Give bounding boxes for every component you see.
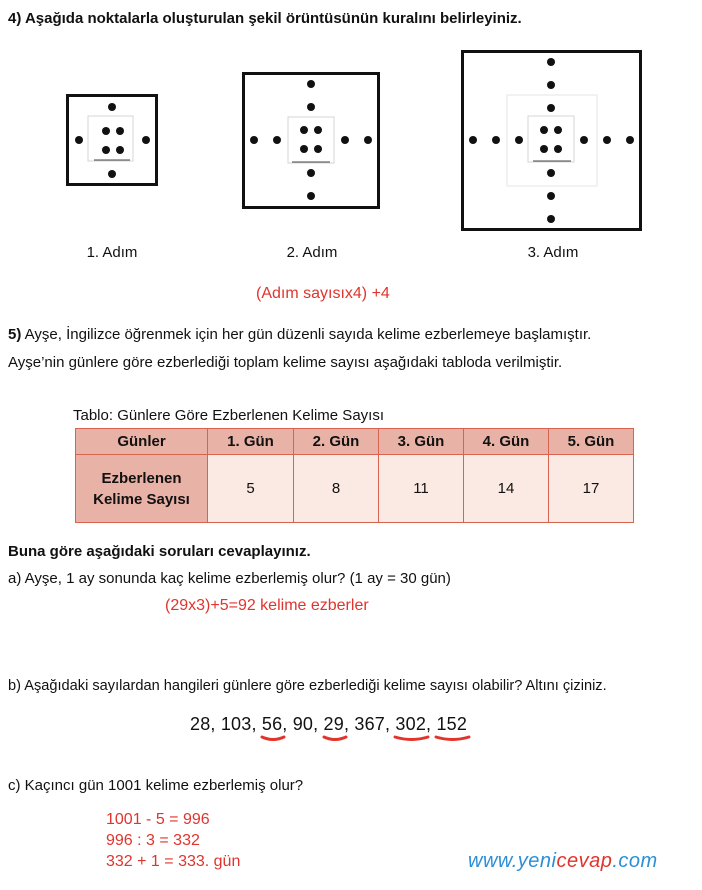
q5-intro-line-2: Ayşe’nin günlere göre ezberlediği toplam kelime sayısı aşağıdaki tabloda verilmiştir. — [8, 354, 563, 371]
table-value-day-4: 14 — [464, 455, 549, 523]
number-item: 302 — [395, 714, 426, 735]
table-header-day-4: 4. Gün — [464, 429, 549, 455]
table-header-day-2: 2. Gün — [294, 429, 379, 455]
underline-mark — [260, 735, 286, 743]
q4-answer: (Adım sayısıx4) +4 — [256, 285, 390, 302]
underline-mark — [434, 735, 471, 743]
underline-mark — [393, 735, 430, 743]
q5b-number-list — [190, 714, 467, 735]
number-separator: , — [385, 714, 396, 734]
q5c-answer-line-3: 332 + 1 = 333. gün — [106, 853, 241, 870]
watermark-part-1: www.yeni — [468, 850, 557, 872]
table-header-label: Günler — [76, 429, 208, 455]
number-item: 152 — [436, 714, 467, 735]
pattern-step-3-figure — [461, 50, 642, 231]
number-item: 90 — [292, 714, 314, 734]
table-value-row — [76, 455, 634, 523]
number-item: 28 — [190, 714, 211, 734]
word-count-table — [75, 428, 634, 523]
watermark-logo[interactable] — [468, 850, 658, 873]
number-separator: , — [251, 714, 262, 734]
q5-intro-line-1: 5) Ayşe, İngilizce öğrenmek için her gün düzenli sayıda kelime ezberlemeye başlamıştır. — [8, 326, 592, 343]
q5c-answer — [106, 809, 240, 872]
q5c-question: c) Kaçıncı gün 1001 kelime ezberlemiş olur? — [8, 777, 304, 794]
q4-heading: 4) Aşağıda noktalarla oluşturulan şekil örüntüsünün kuralını belirleyiniz. — [8, 10, 522, 27]
q5c-answer-line-1: 1001 - 5 = 996 — [106, 811, 210, 828]
table-value-day-2: 8 — [294, 455, 379, 523]
q5b-question: b) Aşağıdaki sayılardan hangileri günlere göre ezberlediği kelime sayısı olabilir? Altını çiziniz. — [8, 678, 607, 694]
q5a-question: a) Ayşe, 1 ay sonunda kaç kelime ezberlemiş olur? (1 ay = 30 gün) — [8, 570, 451, 587]
number-separator: , — [313, 714, 324, 734]
number-separator: , — [210, 714, 221, 734]
q5a-answer: (29x3)+5=92 kelime ezberler — [165, 597, 369, 614]
table-caption: Tablo: Günlere Göre Ezberlenen Kelime Sayısı — [73, 407, 384, 424]
row-label-line-1: Ezberlenen — [101, 469, 182, 487]
pattern-step-1-figure — [66, 94, 158, 186]
step-label-3: 3. Adım — [527, 244, 579, 261]
number-separator: , — [426, 714, 437, 734]
number-item: 56 — [262, 714, 282, 735]
table-header-day-1: 1. Gün — [208, 429, 294, 455]
number-item: 103 — [220, 714, 252, 734]
table-value-day-5: 17 — [549, 455, 634, 523]
table-header-row — [76, 429, 634, 455]
table-value-day-3: 11 — [379, 455, 464, 523]
underline-mark — [322, 735, 348, 743]
pattern-step-2-figure — [242, 72, 380, 209]
row-label-line-2: Kelime Sayısı — [93, 490, 190, 508]
table-value-day-1: 5 — [208, 455, 294, 523]
watermark-part-2: cevap — [556, 850, 613, 872]
q5-intro-text: Ayşe, İngilizce öğrenmek için her gün düzenli sayıda kelime ezberlemeye başlamıştır. — [21, 326, 592, 343]
table-row-label — [76, 455, 208, 523]
number-separator: , — [282, 714, 293, 734]
number-item: 367 — [354, 714, 385, 734]
step-label-1: 1. Adım — [86, 244, 138, 261]
number-separator: , — [343, 714, 355, 734]
number-item: 29 — [324, 714, 344, 735]
watermark-part-3: .com — [612, 850, 658, 872]
table-header-day-3: 3. Gün — [379, 429, 464, 455]
q5c-answer-line-2: 996 : 3 = 332 — [106, 832, 200, 849]
table-header-day-5: 5. Gün — [549, 429, 634, 455]
step-label-2: 2. Adım — [286, 244, 338, 261]
q5-prompt: Buna göre aşağıdaki soruları cevaplayınız. — [8, 543, 311, 560]
